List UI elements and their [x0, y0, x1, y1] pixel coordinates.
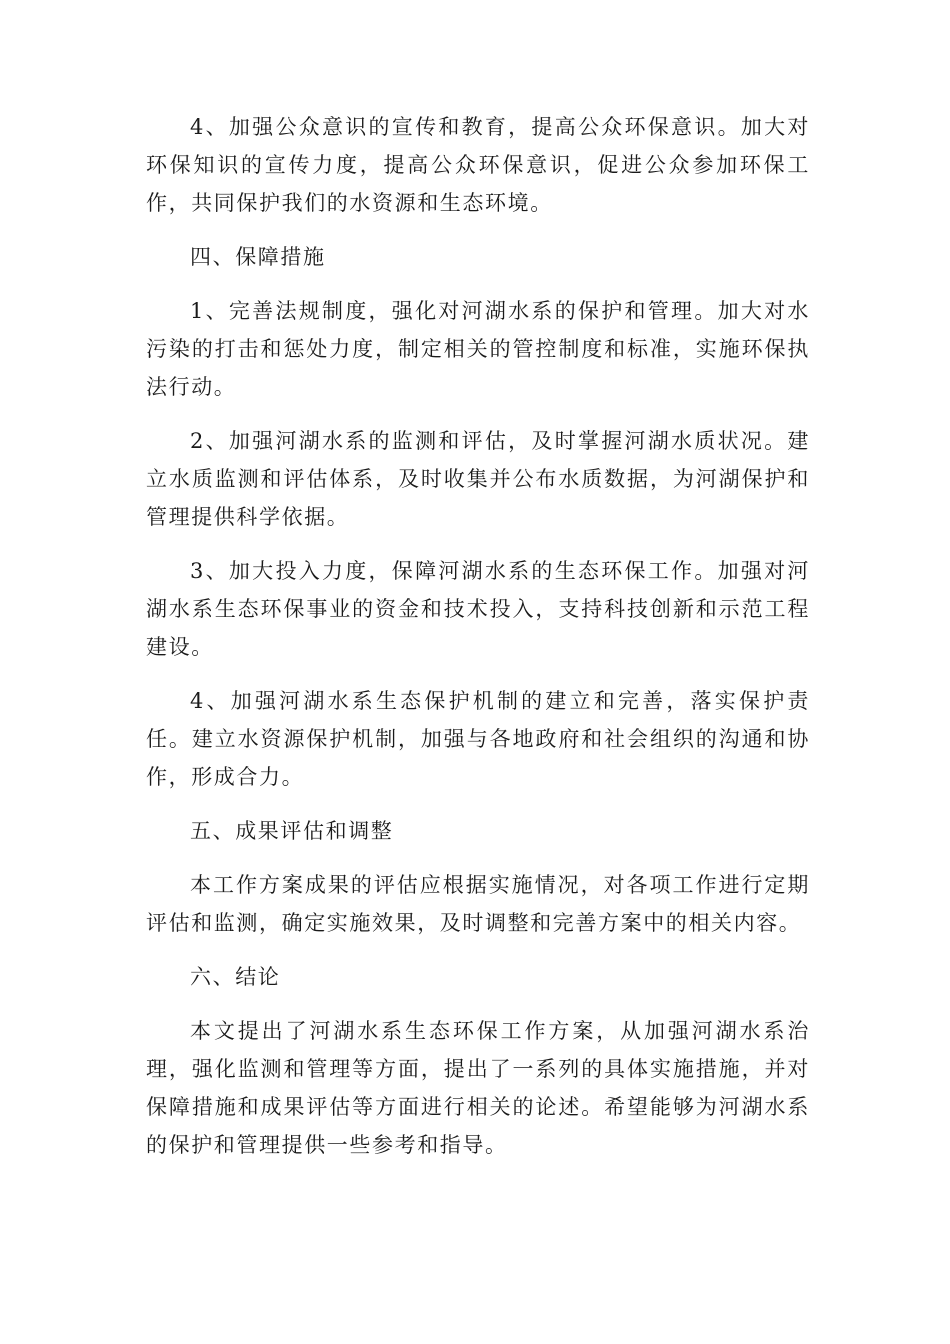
section-heading-evaluation: 五、成果评估和调整	[190, 819, 394, 843]
paragraph-protection-mechanism: 4、加强河湖水系生态保护机制的建立和完善，落实保护责任。建立水资源保护机制，加强与各地政府和社会组织的沟通和协作，形成合力。	[146, 689, 810, 789]
paragraph-public-awareness: 4、加强公众意识的宣传和教育，提高公众环保意识。加大对环保知识的宣传力度，提高公众环保意识，促进公众参加环保工作，共同保护我们的水资源和生态环境。	[146, 115, 810, 215]
section-heading-safeguards: 四、保障措施	[190, 245, 326, 269]
paragraph-regulations: 1、完善法规制度，强化对河湖水系的保护和管理。加大对水污染的打击和惩处力度，制定相关的管控制度和标准，实施环保执法行动。	[146, 299, 810, 399]
paragraph-monitoring: 2、加强河湖水系的监测和评估，及时掌握河湖水质状况。建立水质监测和评估体系，及时收集并公布水质数据，为河湖保护和管理提供科学依据。	[146, 429, 810, 529]
section-heading-conclusion: 六、结论	[190, 965, 281, 989]
document-page	[146, 108, 810, 1180]
paragraph-investment: 3、加大投入力度，保障河湖水系的生态环保工作。加强对河湖水系生态环保事业的资金和技术投入，支持科技创新和示范工程建设。	[146, 559, 810, 659]
paragraph-conclusion: 本文提出了河湖水系生态环保工作方案，从加强河湖水系治理，强化监测和管理等方面，提出了一系列的具体实施措施，并对保障措施和成果评估等方面进行相关的论述。希望能够为河湖水系的保护和管理提供一些参考和指导。	[146, 1019, 810, 1157]
paragraph-evaluation: 本工作方案成果的评估应根据实施情况，对各项工作进行定期评估和监测，确定实施效果，及时调整和完善方案中的相关内容。	[146, 873, 810, 935]
